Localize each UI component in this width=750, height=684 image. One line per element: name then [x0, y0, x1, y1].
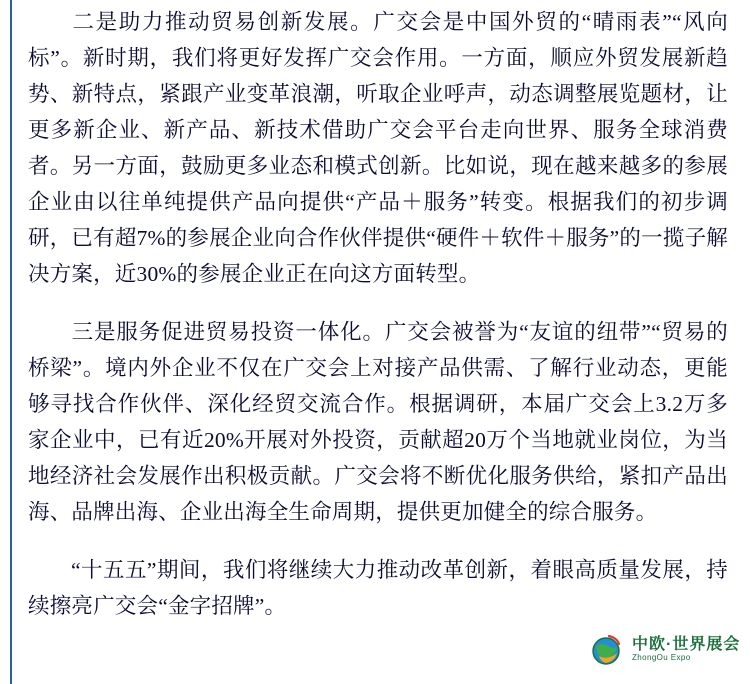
paragraph-text: 三是服务促进贸易投资一体化。广交会被誉为“友谊的纽带”“贸易的桥梁”。境内外企业不仅在广交会上对接产品供需、了解行业动态，更能够寻找合作伙伴、深化经贸交流合作。根据调研，本届广交会上3.2万多家企业中，已有近20%开展对外投资，贡献超20万个当地就业岗位，为当地经济社会发展作出积极贡献。广交会将不断优化服务供给，紧扣产品出海、品牌出海、企业出海全生命周期，提供更加健全的综合服务。 — [28, 320, 728, 524]
globe-icon — [586, 630, 626, 670]
paragraph-1 — [28, 4, 728, 292]
document-body — [28, 4, 728, 634]
logo-name-en: ZhongOu Expo — [632, 653, 691, 663]
expo-logo — [586, 628, 741, 672]
paragraph-text: “十五五”期间，我们将继续大力推动改革创新，着眼高质量发展，持续擦亮广交会“金字招牌”。 — [28, 558, 728, 618]
paragraph-2 — [28, 314, 728, 530]
paragraph-3 — [28, 552, 728, 624]
left-margin-rule — [10, 0, 12, 684]
logo-text — [632, 637, 740, 662]
logo-name-cn: 中欧·世界展会 — [632, 636, 741, 654]
paragraph-text: 二是助力推动贸易创新发展。广交会是中国外贸的“晴雨表”“风向标”。新时期，我们将更好发挥广交会作用。一方面，顺应外贸发展新趋势、新特点，紧跟产业变革浪潮，听取企业呼声，动态调整展览题材，让更多新企业、新产品、新技术借助广交会平台走向世界、服务全球消费者。另一方面，鼓励更多业态和模式创新。比如说，现在越来越多的参展企业由以往单纯提供产品向提供“产品＋服务”转变。根据我们的初步调研，已有超7%的参展企业向合作伙伴提供“硬件＋软件＋服务”的一揽子解决方案，近30%的参展企业正在向这方面转型。 — [28, 10, 728, 286]
